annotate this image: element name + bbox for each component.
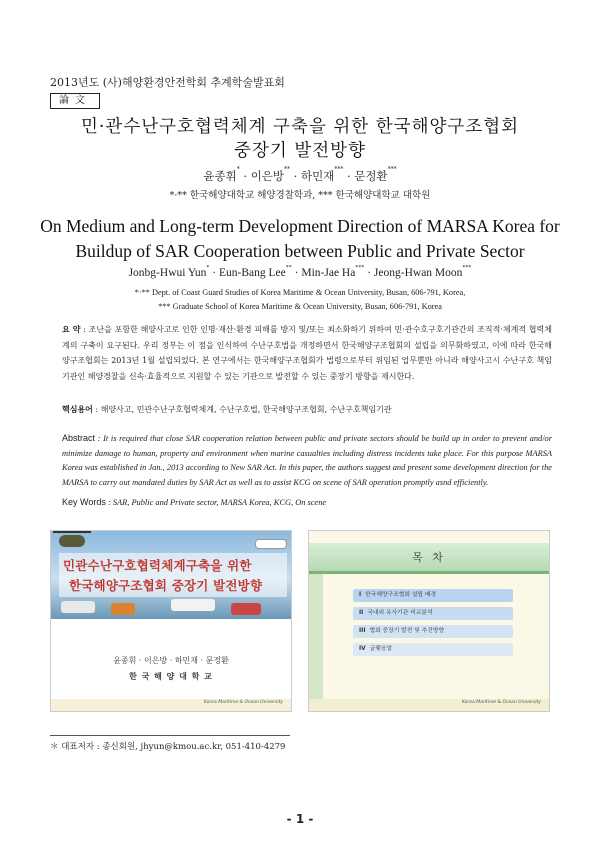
slide1-title-line1: 민관수난구호협력체계구축을 위한	[63, 558, 252, 573]
title-slide-figure	[50, 530, 292, 712]
footnote: ＊ 대표저자 : 종신회원, jhyun@kmou.ac.kr, 051-410-4279	[50, 742, 286, 752]
author-ko-4-mark: ***	[387, 166, 397, 173]
contents-item: IV 글맺음말	[353, 643, 513, 656]
author-en-3: Min-Jae Ha	[301, 267, 356, 279]
english-affiliation-line2: *** Graduate School of Korea Maritime & Ocean University, Busan, 606-791, Korea	[158, 302, 442, 311]
conference-name: 2013년도 (사)해양환경안전학회 추계학술발표회	[50, 76, 285, 89]
korean-summary	[62, 322, 552, 384]
english-title-line1: On Medium and Long-term Development Direction of MARSA Korea for	[40, 216, 560, 236]
korean-authors: 윤종휘* · 이은방** · 하민재*** · 문정환***	[203, 166, 397, 183]
author-en-1: Jonbg-Hwui Yun	[128, 267, 207, 279]
korean-title-line1: 민·관수난구호협력체계 구축을 위한 한국해양구조협회	[80, 117, 520, 137]
slide1-footer-text: Korea Maritime & Ocean University	[203, 700, 283, 705]
author-ko-4: 문정환	[354, 169, 388, 183]
helicopter-icon	[59, 535, 85, 547]
english-affiliation-line1: *·** Dept. of Coast Guard Studies of Korea Maritime & Ocean University, Busan, 606-791, Korea,	[134, 288, 466, 297]
keywords-en-label: Key Words	[62, 497, 106, 507]
slide2-side-band	[309, 574, 323, 699]
boat-icon	[61, 601, 95, 613]
boat-icon	[111, 603, 135, 615]
abstract-text: : It is required that close SAR cooperation relation between public and private sectors should be build up in order to prevent and/or minimize damage to human, property and environment when marine casualties including distress incidents take place. For this purpose MARSA Korea was established in Jan., 2013 according to New SAR Act. In this paper, the authors suggest and present some development direction for the MARSA to carry out mandated duties by SAR Act as well as to assist KCG on scene of SAR operation promptly asnd efficiently.	[62, 434, 552, 488]
contents-item: II 국내외 유사기관 비교분석	[353, 607, 513, 620]
summary-label: 요 약	[62, 325, 81, 334]
slide1-footer	[51, 699, 291, 711]
slide1-university: 한 국 해 양 대 학 교	[129, 672, 213, 681]
boat-icon	[231, 603, 261, 615]
author-ko-3: 하민재	[300, 169, 335, 183]
korean-title-line2: 중장기 발전방향	[234, 141, 366, 161]
slide1-authors: 윤종휘 · 이은방 · 하민재 · 문정환	[113, 656, 229, 665]
keywords-ko-label: 핵심용어	[62, 405, 93, 414]
english-keywords	[62, 497, 326, 507]
keywords-ko-text: : 해양사고, 민관수난구호협력체계, 수난구호법, 한국해양구조협회, 수난구호책임기관	[92, 405, 392, 414]
slide2-footer	[309, 699, 549, 711]
author-en-4: Jeong-Hwan Moon	[373, 267, 463, 279]
slide2-title: 목 차	[412, 551, 446, 564]
author-ko-2: 이은방	[250, 169, 285, 183]
slide2-header	[309, 543, 549, 571]
author-ko-3-mark: ***	[334, 166, 344, 173]
ship-icon	[171, 599, 215, 611]
slide1-title-line2: 한국해양구조협회 중장기 발전방향	[69, 578, 263, 593]
author-en-2: Eun-Bang Lee	[219, 267, 286, 279]
author-ko-1: 윤종휘	[203, 169, 237, 183]
korean-affiliation: *·** 한국해양대학교 해양경찰학과, *** 한국해양대학교 대학원	[169, 190, 431, 201]
contents-item: III 협회 중장기 발전 및 추진방향	[353, 625, 513, 638]
slide2-stripe	[309, 571, 549, 574]
english-title-line2: Buildup of SAR Cooperation between Public and Private Sector	[75, 241, 525, 261]
page-number: - 1 -	[286, 812, 314, 826]
slide1-title-box	[59, 553, 287, 597]
keywords-en-text: : SAR, Public and Private sector, MARSA Korea, KCG, On scene	[105, 498, 327, 507]
contents-item: I 한국해양구조협회 설립 배경	[353, 589, 513, 602]
contents-slide-figure	[308, 530, 550, 712]
author-ko-1-mark: *	[236, 166, 240, 173]
korean-keywords	[62, 402, 552, 418]
english-authors: Jonbg-Hwui Yun* · Eun-Bang Lee** · Min-Jae Ha*** · Jeong-Hwan Moon***	[128, 265, 472, 279]
slide2-footer-text: Korea Maritime & Ocean University	[461, 700, 541, 705]
author-ko-2-mark: **	[284, 166, 291, 173]
summary-text: : 조난을 포함한 해양사고로 인한 인명·재산·환경 피해를 방지 및/또는 최소화하기 위하여 민·관수호구호기관간의 조직적·체계적 협력체계의 구축이 요구된다. 우리 정부는 이 점을 인식하여 수난구호법을 개정하면서 한국해양구조협회의 설립을 의무화하였고, 이에 따라 한국해양구조협회는 2013년 1월 설립되었다. 본 연구에서는 한국해양구조협회가 법령으로부터 위임된 업무뿐만 아니라 해양사고시 수난구호 책임기관인 해양경찰을 신속·효율적으로 지원할 수 있는 기관으로 발전할 수 있는 중장기 방향을 제시한다.	[62, 325, 552, 381]
airplane-icon	[255, 539, 287, 549]
abstract-label: Abstract	[62, 433, 96, 443]
footnote-divider	[50, 735, 290, 736]
paper-type-badge: 論文	[50, 93, 100, 109]
english-abstract	[62, 431, 552, 491]
